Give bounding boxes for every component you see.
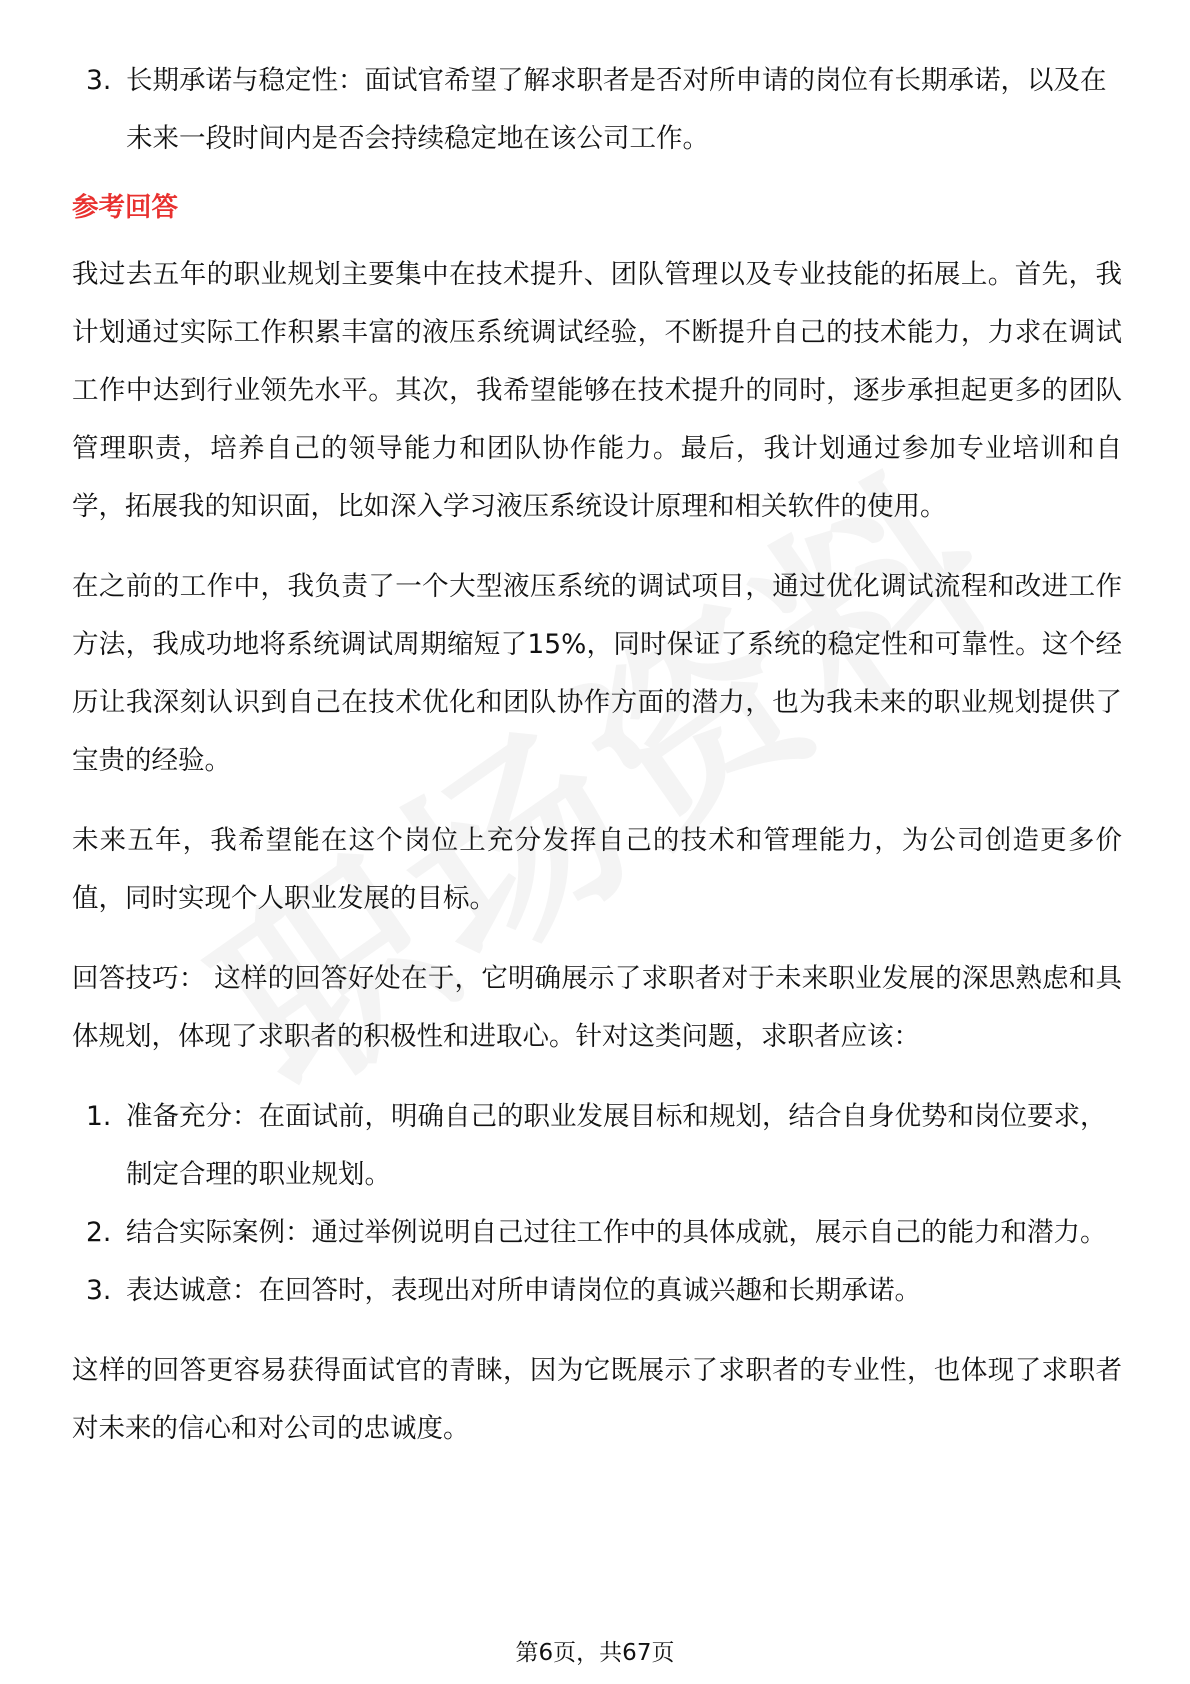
paragraph-closing: 这样的回答更容易获得面试官的青睐，因为它既展示了求职者的专业性，也体现了求职者对未来的信心和对公司的忠诚度。	[72, 1355, 1122, 1444]
list-number: 3.	[86, 65, 112, 96]
list-number: 1.	[86, 1101, 112, 1132]
list-item	[72, 1262, 1122, 1320]
list-number: 3.	[86, 1275, 112, 1306]
list-item	[72, 52, 1122, 168]
reference-answer-heading: 参考回答	[72, 192, 178, 223]
list-item-text: 结合实际案例：通过举例说明自己过往工作中的具体成就，展示自己的能力和潜力。	[126, 1217, 1107, 1248]
document-body	[72, 52, 1122, 1480]
list-item	[72, 1088, 1122, 1204]
list-item-text: 长期承诺与稳定性：面试官希望了解求职者是否对所申请的岗位有长期承诺，以及在未来一段时间内是否会持续稳定地在该公司工作。	[126, 65, 1107, 154]
page-footer: 第6页，共67页	[515, 1640, 675, 1666]
list-item-text: 表达诚意：在回答时，表现出对所申请岗位的真诚兴趣和长期承诺。	[126, 1275, 921, 1306]
tips-list	[72, 1088, 1122, 1320]
top-list	[72, 52, 1122, 168]
list-item	[72, 1204, 1122, 1262]
paragraph-career-plan: 我过去五年的职业规划主要集中在技术提升、团队管理以及专业技能的拓展上。首先，我计划通过实际工作积累丰富的液压系统调试经验，不断提升自己的技术能力，力求在调试工作中达到行业领先水平。其次，我希望能够在技术提升的同时，逐步承担起更多的团队管理职责，培养自己的领导能力和团队协作能力。最后，我计划通过参加专业培训和自学，拓展我的知识面，比如深入学习液压系统设计原理和相关软件的使用。	[72, 259, 1122, 522]
list-number: 2.	[86, 1217, 112, 1248]
paragraph-answer-tips: 回答技巧： 这样的回答好处在于，它明确展示了求职者对于未来职业发展的深思熟虑和具体规划，体现了求职者的积极性和进取心。针对这类问题，求职者应该：	[72, 963, 1122, 1052]
list-item-text: 准备充分：在面试前，明确自己的职业发展目标和规划，结合自身优势和岗位要求，制定合理的职业规划。	[126, 1101, 1107, 1190]
paragraph-future-goal: 未来五年，我希望能在这个岗位上充分发挥自己的技术和管理能力，为公司创造更多价值，同时实现个人职业发展的目标。	[72, 825, 1122, 914]
paragraph-past-experience: 在之前的工作中，我负责了一个大型液压系统的调试项目，通过优化调试流程和改进工作方法，我成功地将系统调试周期缩短了15%，同时保证了系统的稳定性和可靠性。这个经历让我深刻认识到自己在技术优化和团队协作方面的潜力，也为我未来的职业规划提供了宝贵的经验。	[72, 571, 1122, 776]
